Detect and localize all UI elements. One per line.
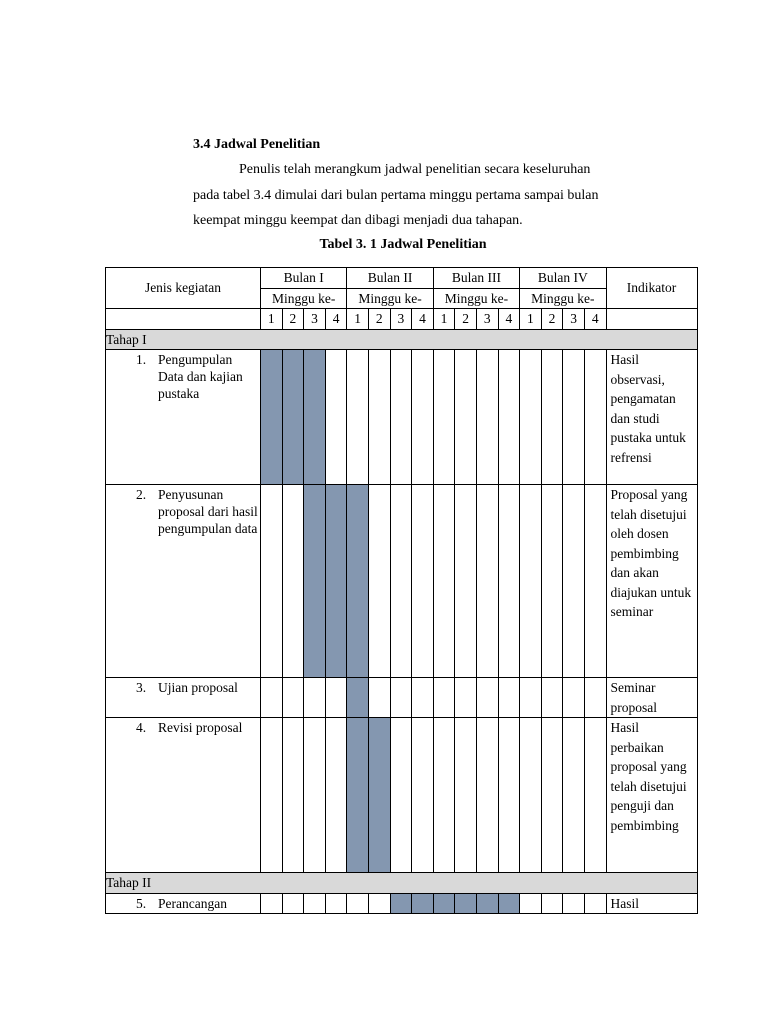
schedule-cell — [261, 893, 283, 914]
schedule-cell-active — [476, 893, 498, 914]
week-number-cell: 4 — [584, 309, 606, 330]
week-number-cell: 1 — [520, 309, 542, 330]
schedule-cell — [390, 678, 412, 718]
schedule-cell-active — [390, 893, 412, 914]
task-number: 2. — [136, 487, 147, 502]
week-number-cell: 1 — [433, 309, 455, 330]
header-month-1: Bulan I — [261, 268, 347, 289]
schedule-cell-active — [412, 893, 434, 914]
header-week-label-3: Minggu ke- — [433, 288, 519, 309]
week-number-cell: 4 — [412, 309, 434, 330]
paragraph-line-2: pada tabel 3.4 dimulai dari bulan pertama minggu pertama sampai bulan — [193, 188, 599, 203]
task-cell — [106, 678, 261, 718]
header-weeks-blank — [106, 309, 261, 330]
paragraph-line-1: Penulis telah merangkum jadwal penelitian secara keseluruhan — [239, 162, 591, 177]
task-row — [106, 678, 698, 718]
schedule-cell-active — [304, 350, 326, 485]
schedule-cell — [476, 485, 498, 678]
schedule-cell — [476, 678, 498, 718]
schedule-cell — [520, 893, 542, 914]
paragraph-line-3: keempat minggu keempat dan dibagi menjadi dua tahapan. — [193, 213, 523, 228]
task-cell — [106, 485, 261, 678]
task-name: Revisi proposal — [158, 720, 243, 735]
task-name: Pengumpulan Data dan kajian pustaka — [158, 352, 243, 401]
task-indicator: Hasil perbaikan proposal yang telah disetujui penguji dan pembimbing — [606, 718, 697, 873]
task-indicator: Hasil observasi, pengamatan dan studi pustaka untuk refrensi — [606, 350, 697, 485]
schedule-cell — [520, 678, 542, 718]
schedule-cell — [455, 718, 477, 873]
schedule-cell-active — [455, 893, 477, 914]
schedule-cell — [261, 718, 283, 873]
schedule-cell — [282, 678, 304, 718]
schedule-cell — [390, 485, 412, 678]
header-row-weeks — [106, 309, 698, 330]
task-row — [106, 485, 698, 678]
schedule-cell — [563, 718, 585, 873]
header-month-2: Bulan II — [347, 268, 433, 289]
schedule-cell-active — [368, 718, 390, 873]
header-row-months — [106, 268, 698, 289]
task-name: Penyusunan proposal dari hasil pengumpulan data — [158, 487, 258, 536]
schedule-cell — [390, 350, 412, 485]
task-number: 3. — [136, 680, 147, 695]
header-month-3: Bulan III — [433, 268, 519, 289]
schedule-cell — [541, 350, 563, 485]
week-number-cell: 3 — [563, 309, 585, 330]
schedule-cell-active — [498, 893, 520, 914]
week-number-cell: 1 — [347, 309, 369, 330]
task-cell — [106, 893, 261, 914]
schedule-cell — [368, 893, 390, 914]
schedule-cell — [325, 893, 347, 914]
week-number-cell: 2 — [368, 309, 390, 330]
schedule-cell — [282, 893, 304, 914]
schedule-cell — [304, 893, 326, 914]
section-heading: 3.4 Jadwal Penelitian — [193, 137, 321, 152]
schedule-cell — [455, 350, 477, 485]
task-row — [106, 893, 698, 914]
phase-row — [106, 873, 698, 894]
schedule-cell — [325, 718, 347, 873]
schedule-cell — [412, 678, 434, 718]
task-number: 4. — [136, 720, 147, 735]
schedule-cell — [541, 678, 563, 718]
task-name: Ujian proposal — [158, 680, 238, 695]
schedule-cell — [325, 678, 347, 718]
schedule-cell — [433, 485, 455, 678]
week-number-cell: 2 — [455, 309, 477, 330]
phase-label: Tahap II — [106, 873, 698, 894]
schedule-cell — [563, 678, 585, 718]
header-week-label-2: Minggu ke- — [347, 288, 433, 309]
schedule-cell — [584, 893, 606, 914]
schedule-cell — [498, 350, 520, 485]
task-indicator: Seminar proposal — [606, 678, 697, 718]
schedule-cell — [476, 350, 498, 485]
schedule-cell — [390, 718, 412, 873]
task-row — [106, 718, 698, 873]
schedule-cell-active — [347, 678, 369, 718]
schedule-cell — [304, 718, 326, 873]
week-number-cell: 2 — [282, 309, 304, 330]
schedule-cell-active — [304, 485, 326, 678]
schedule-cell — [347, 350, 369, 485]
schedule-cell — [368, 485, 390, 678]
schedule-cell — [433, 350, 455, 485]
week-number-cell: 3 — [476, 309, 498, 330]
schedule-cell — [412, 718, 434, 873]
header-indicator-blank — [606, 309, 697, 330]
header-week-label-1: Minggu ke- — [261, 288, 347, 309]
schedule-cell-active — [282, 350, 304, 485]
schedule-cell — [584, 718, 606, 873]
task-indicator: Proposal yang telah disetujui oleh dosen pembimbing dan akan diajukan untuk seminar — [606, 485, 697, 678]
schedule-cell — [261, 485, 283, 678]
schedule-cell — [498, 485, 520, 678]
week-number-cell: 4 — [325, 309, 347, 330]
schedule-cell — [520, 485, 542, 678]
schedule-cell — [412, 485, 434, 678]
schedule-cell — [347, 893, 369, 914]
schedule-cell — [282, 718, 304, 873]
schedule-cell — [563, 350, 585, 485]
schedule-cell — [584, 678, 606, 718]
week-number-cell: 3 — [390, 309, 412, 330]
header-month-4: Bulan IV — [520, 268, 606, 289]
schedule-cell — [455, 485, 477, 678]
task-name: Perancangan — [158, 895, 227, 911]
schedule-cell — [584, 350, 606, 485]
schedule-cell — [282, 485, 304, 678]
phase-row — [106, 329, 698, 350]
week-number-cell: 1 — [261, 309, 283, 330]
schedule-cell — [541, 893, 563, 914]
schedule-cell-active — [433, 893, 455, 914]
header-week-label-4: Minggu ke- — [520, 288, 606, 309]
schedule-cell — [563, 485, 585, 678]
header-activity: Jenis kegiatan — [106, 268, 261, 309]
table-caption: Tabel 3. 1 Jadwal Penelitian — [319, 237, 487, 252]
schedule-cell-active — [347, 718, 369, 873]
schedule-cell — [520, 350, 542, 485]
schedule-cell — [584, 485, 606, 678]
schedule-cell — [304, 678, 326, 718]
schedule-cell — [541, 485, 563, 678]
schedule-cell — [563, 893, 585, 914]
header-indicator: Indikator — [606, 268, 697, 309]
schedule-cell — [368, 678, 390, 718]
schedule-cell — [498, 718, 520, 873]
week-number-cell: 2 — [541, 309, 563, 330]
schedule-cell — [433, 718, 455, 873]
schedule-cell — [412, 350, 434, 485]
task-number: 5. — [136, 895, 147, 911]
schedule-cell — [476, 718, 498, 873]
task-cell — [106, 718, 261, 873]
week-number-cell: 3 — [304, 309, 326, 330]
week-number-cell: 4 — [498, 309, 520, 330]
task-number: 1. — [136, 352, 147, 367]
schedule-cell — [455, 678, 477, 718]
schedule-cell — [368, 350, 390, 485]
phase-label: Tahap I — [106, 329, 698, 350]
task-cell — [106, 350, 261, 485]
task-indicator: Hasil — [606, 893, 697, 914]
schedule-cell-active — [261, 350, 283, 485]
schedule-cell — [325, 350, 347, 485]
schedule-cell — [433, 678, 455, 718]
schedule-cell — [261, 678, 283, 718]
schedule-cell-active — [347, 485, 369, 678]
schedule-cell-active — [325, 485, 347, 678]
schedule-cell — [498, 678, 520, 718]
schedule-cell — [541, 718, 563, 873]
schedule-table — [105, 267, 698, 914]
schedule-cell — [520, 718, 542, 873]
task-row — [106, 350, 698, 485]
